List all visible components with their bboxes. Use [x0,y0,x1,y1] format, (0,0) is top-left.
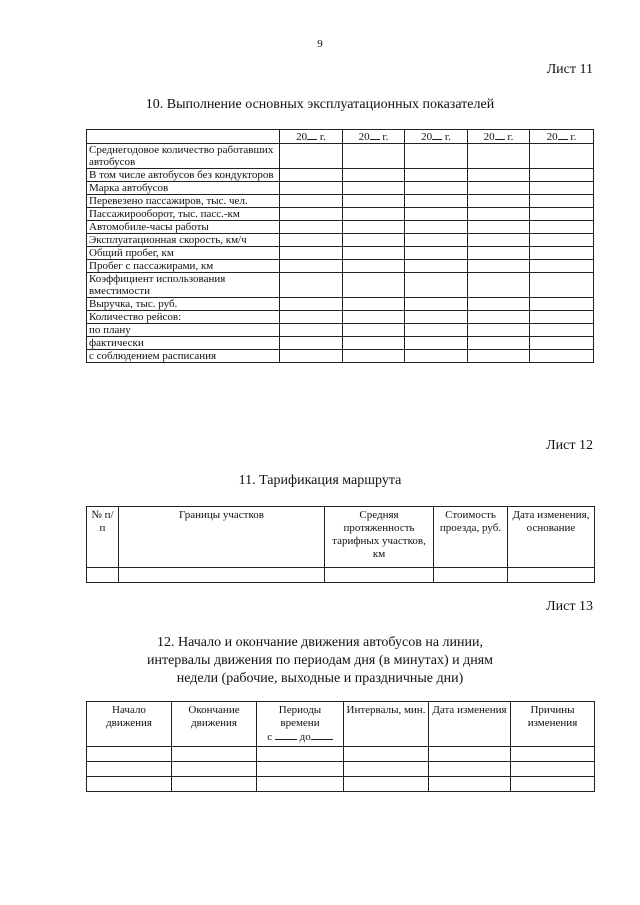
table-cell[interactable] [405,311,468,324]
row-label: Пассажирооборот, тыс. пасс.-км [87,208,280,221]
table-cell[interactable] [530,221,594,234]
table-cell[interactable] [280,144,343,169]
year-suffix: г. [379,131,389,143]
table-cell[interactable] [343,350,405,363]
table-cell[interactable] [468,311,530,324]
row-label: Коэффициент использования вместимости [87,273,280,298]
header-date: Дата изменения [429,702,511,747]
header-borders: Границы участков [119,507,325,568]
header-blank [87,130,280,144]
table-row [87,234,594,247]
year-suffix: г. [504,131,514,143]
table-cell[interactable] [280,182,343,195]
table-cell[interactable] [405,221,468,234]
section-12-title-line-3: недели (рабочие, выходные и праздничные дни) [176,671,464,686]
table-cell[interactable] [257,777,344,792]
table-cell[interactable] [280,324,343,337]
sheet-label-13: Лист 13 [546,599,593,614]
table-cell[interactable] [405,234,468,247]
table-cell[interactable] [405,260,468,273]
blank-line [495,130,505,140]
row-label: Автомобиле-часы работы [87,221,280,234]
table-cell[interactable] [405,337,468,350]
row-label: Эксплуатационная скорость, км/ч [87,234,280,247]
table-cell[interactable] [468,144,530,169]
section-12-title-line-1: 12. Начало и окончание движения автобусов на линии, [157,635,483,650]
table-cell[interactable] [405,208,468,221]
table-cell[interactable] [511,747,595,762]
table-cell[interactable] [87,747,172,762]
table-cell[interactable] [511,762,595,777]
header-periods-to: до [299,731,311,743]
table-cell[interactable] [530,144,594,169]
table-row [87,747,595,762]
table-cell[interactable] [468,324,530,337]
table-row [87,298,594,311]
table-cell[interactable] [280,337,343,350]
table-cell[interactable] [468,273,530,298]
year-suffix: г. [317,131,326,143]
year-prefix: 20 [296,131,308,143]
row-label: Количество рейсов: [87,311,280,324]
table-cell[interactable] [468,247,530,260]
section-11-title: 11. Тарификация маршрута [238,473,402,488]
table-cell[interactable] [429,777,511,792]
table-cell[interactable] [530,195,594,208]
row-label: Перевезено пассажиров, тыс. чел. [87,195,280,208]
table-cell[interactable] [468,195,530,208]
year-prefix: 20 [483,131,495,143]
table-cell[interactable] [530,350,594,363]
header-start: Начало движения [87,702,172,747]
schedule-intervals-table [86,701,595,792]
year-prefix: 20 [358,131,370,143]
table-cell[interactable] [405,273,468,298]
table-cell[interactable] [280,311,343,324]
table-cell[interactable] [344,762,429,777]
year-suffix: г. [567,131,577,143]
table-cell[interactable] [344,777,429,792]
table-cell[interactable] [280,221,343,234]
table-cell[interactable] [468,221,530,234]
table-row [87,208,594,221]
table-cell[interactable] [172,762,257,777]
table-cell[interactable] [468,350,530,363]
table-cell[interactable] [172,777,257,792]
table-cell[interactable] [405,298,468,311]
table-cell[interactable] [343,195,405,208]
table-cell[interactable] [343,247,405,260]
table-cell[interactable] [405,182,468,195]
header-periods-from: с [267,731,273,743]
table-row [87,221,594,234]
table-cell[interactable] [343,208,405,221]
table-cell[interactable] [343,311,405,324]
header-number: № п/п [87,507,119,568]
page-number: 9 [317,38,323,50]
table-cell[interactable] [468,208,530,221]
table-row [87,762,595,777]
table-cell[interactable] [530,182,594,195]
table-cell[interactable] [280,234,343,247]
year-header [343,130,405,144]
table-row [87,311,594,324]
table-cell[interactable] [343,273,405,298]
table-row [87,182,594,195]
table-cell[interactable] [468,169,530,182]
blank-line [370,130,380,140]
section-12-title-line-2: интервалы движения по периодам дня (в минутах) и дням [146,653,494,668]
table-cell[interactable] [344,747,429,762]
table-row [87,350,594,363]
table-cell[interactable] [343,298,405,311]
blank-line [307,130,317,140]
year-header [280,130,343,144]
section-10-title: 10. Выполнение основных эксплуатационных показателей [145,97,495,112]
table-cell[interactable] [429,747,511,762]
table-cell[interactable] [343,144,405,169]
table-cell[interactable] [468,337,530,350]
header-intervals: Интервалы, мин. [344,702,429,747]
table-cell[interactable] [405,350,468,363]
table-row [87,260,594,273]
row-label: с соблюдением расписания [87,350,280,363]
blank-line [558,130,568,140]
table-row [87,144,594,169]
year-header [530,130,594,144]
row-label: фактически [87,337,280,350]
header-date: Дата изменения, основание [508,507,595,568]
table-row [87,247,594,260]
table-cell[interactable] [87,777,172,792]
table-cell[interactable] [172,747,257,762]
blank-line [311,730,333,740]
table-cell[interactable] [343,337,405,350]
table-row [87,324,594,337]
table-row [87,195,594,208]
table-row [87,273,594,298]
table-cell[interactable] [280,208,343,221]
year-prefix: 20 [546,131,558,143]
table-cell[interactable] [530,208,594,221]
table-cell[interactable] [280,247,343,260]
table-cell[interactable] [530,260,594,273]
table-cell[interactable] [343,169,405,182]
header-reasons: Причины изменения [511,702,595,747]
row-label: Пробег с пассажирами, км [87,260,280,273]
table-cell[interactable] [343,234,405,247]
blank-line [432,130,442,140]
table-cell[interactable] [343,221,405,234]
route-tariff-table [86,506,595,583]
table-row [87,568,595,583]
table-cell[interactable] [405,195,468,208]
header-end: Окончание движения [172,702,257,747]
table-cell[interactable] [280,298,343,311]
header-periods [257,702,344,747]
table-cell[interactable] [530,169,594,182]
table-cell[interactable] [468,260,530,273]
table-cell[interactable] [280,350,343,363]
table-cell[interactable] [343,182,405,195]
table-cell[interactable] [508,568,595,583]
year-prefix: 20 [421,131,433,143]
table-cell[interactable] [468,182,530,195]
table-cell[interactable] [343,260,405,273]
table-cell[interactable] [468,298,530,311]
table-cell[interactable] [405,144,468,169]
row-label: по плану [87,324,280,337]
table-cell[interactable] [257,747,344,762]
blank-line [275,730,297,740]
table-cell[interactable] [530,273,594,298]
table-cell[interactable] [405,324,468,337]
year-suffix: г. [442,131,451,143]
table-row [87,777,595,792]
row-label: Среднегодовое количество работавших автобусов [87,144,280,169]
year-header [405,130,468,144]
table-cell[interactable] [434,568,508,583]
header-length: Средняя протяженность тарифных участков, км [325,507,434,568]
table-cell[interactable] [429,762,511,777]
table-cell[interactable] [119,568,325,583]
performance-indicators-table [86,129,594,363]
table-cell[interactable] [87,568,119,583]
table-cell[interactable] [530,247,594,260]
table-cell[interactable] [343,324,405,337]
table-cell[interactable] [530,311,594,324]
row-label: В том числе автобусов без кондукторов [87,169,280,182]
row-label: Общий пробег, км [87,247,280,260]
table-cell[interactable] [280,273,343,298]
table-cell[interactable] [405,169,468,182]
table-cell[interactable] [530,234,594,247]
header-periods-label: Периоды времени [278,704,322,729]
row-label: Выручка, тыс. руб. [87,298,280,311]
table-cell[interactable] [468,234,530,247]
table-cell[interactable] [280,169,343,182]
row-label: Марка автобусов [87,182,280,195]
year-header [468,130,530,144]
table-cell[interactable] [530,337,594,350]
table-cell[interactable] [530,324,594,337]
sheet-label-11: Лист 11 [546,62,593,77]
table-cell[interactable] [530,298,594,311]
table-cell[interactable] [325,568,434,583]
table-cell[interactable] [87,762,172,777]
table-cell[interactable] [511,777,595,792]
table-cell[interactable] [280,260,343,273]
table-row [87,337,594,350]
table-cell[interactable] [257,762,344,777]
table-cell[interactable] [280,195,343,208]
sheet-label-12: Лист 12 [546,438,593,453]
table-row [87,169,594,182]
header-cost: Стоимость проезда, руб. [434,507,508,568]
table-cell[interactable] [405,247,468,260]
